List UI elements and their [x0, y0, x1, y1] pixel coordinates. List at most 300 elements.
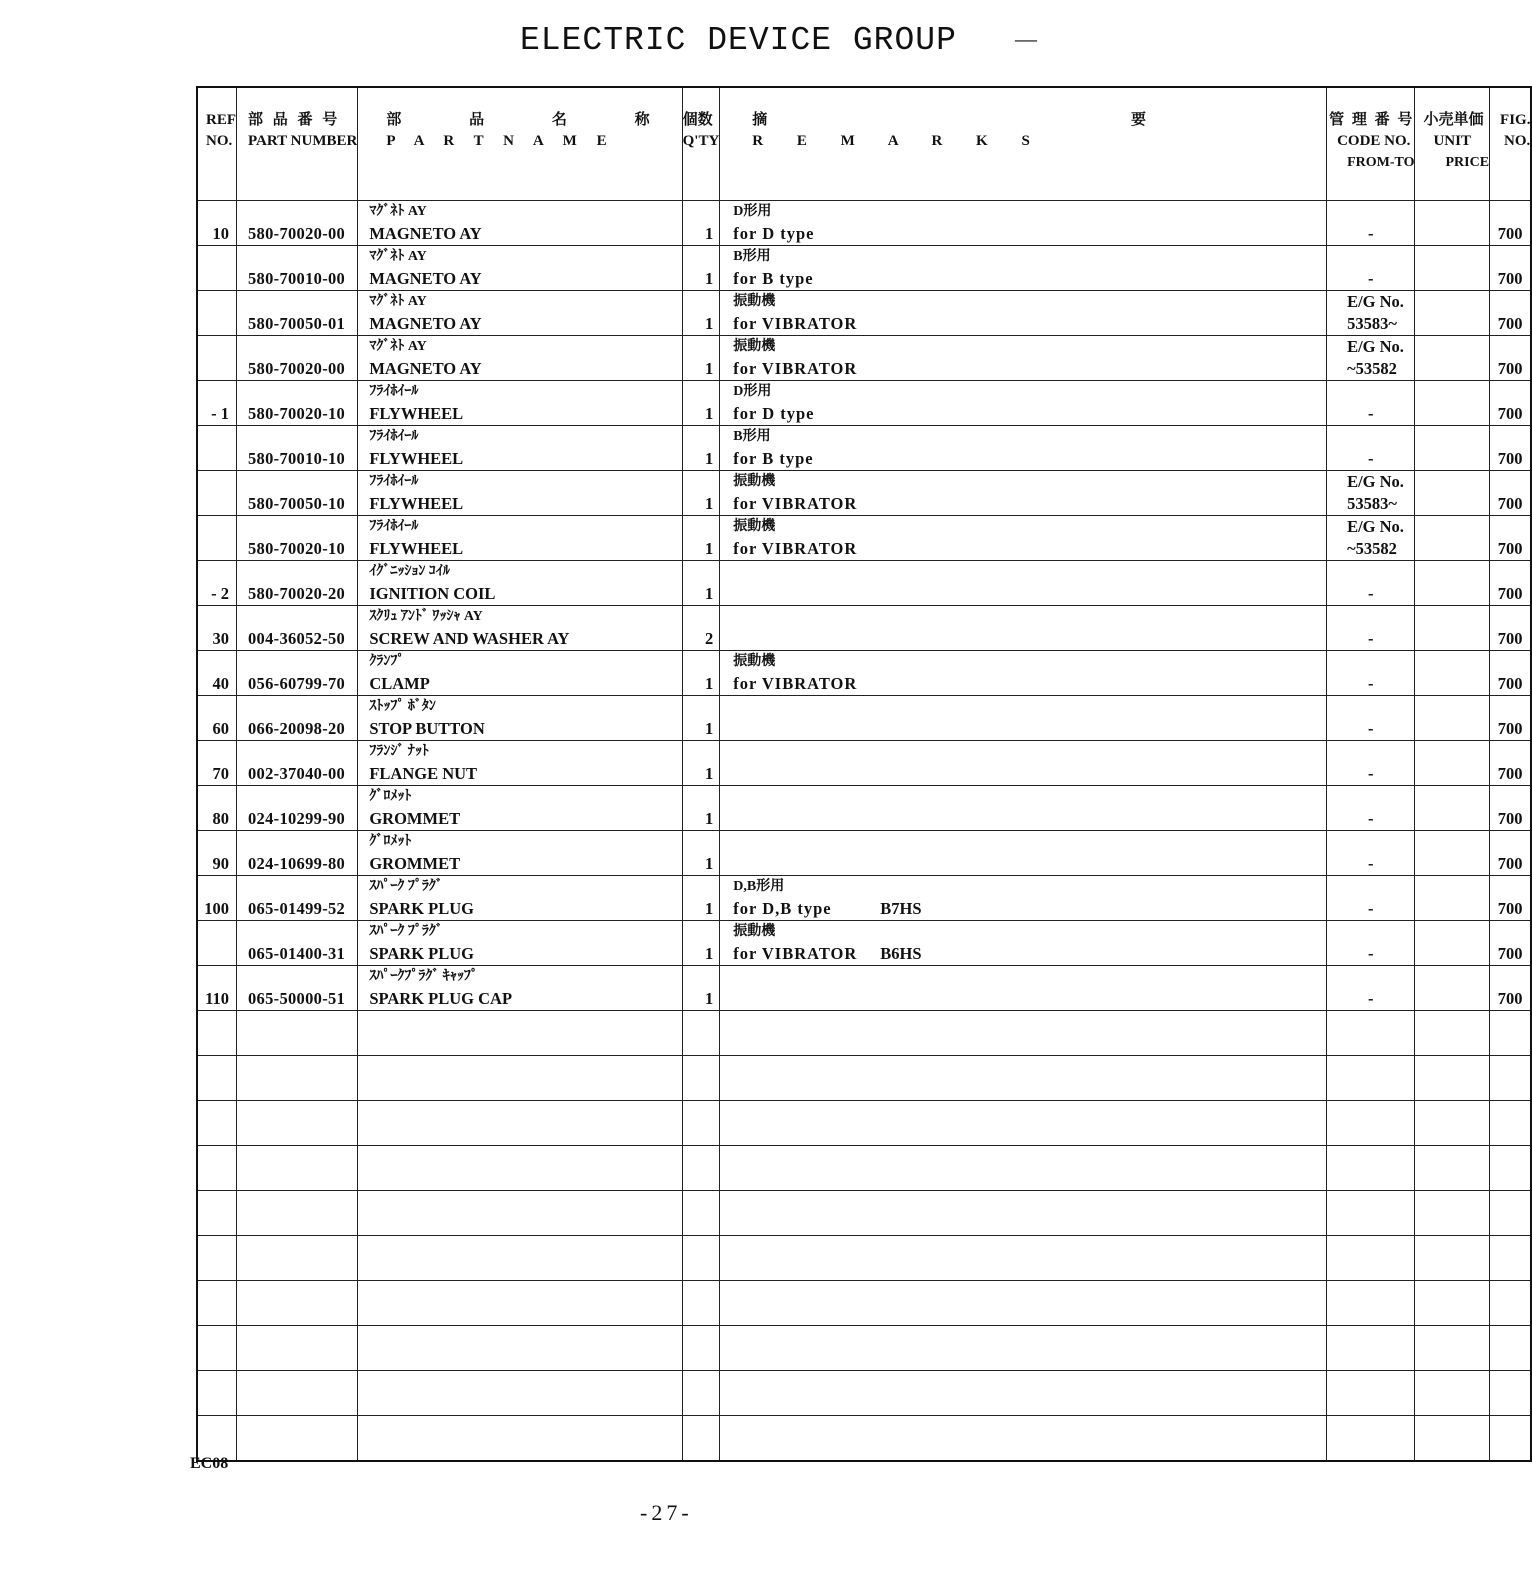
empty-cell	[720, 1416, 1327, 1462]
part-name: CLAMP	[369, 674, 430, 693]
empty-cell	[1327, 1326, 1415, 1371]
empty-cell	[1415, 1281, 1490, 1326]
empty-cell	[1327, 1281, 1415, 1326]
part-number: 580-70010-10	[248, 449, 346, 468]
remarks: for VIBRATOR	[733, 359, 858, 378]
qty-cell	[682, 606, 720, 651]
part-name: GROMMET	[369, 854, 461, 873]
code-no-range: -	[1368, 809, 1374, 828]
part-name: FLANGE NUT	[369, 764, 478, 783]
part-name-jp: ﾏｸﾞﾈﾄ AY	[369, 249, 427, 264]
empty-cell	[197, 1101, 237, 1146]
remarks-jp: 振動機	[733, 924, 776, 939]
empty-cell	[720, 1056, 1327, 1101]
part-number-cell	[237, 966, 358, 1011]
part-number: 580-70020-00	[248, 359, 346, 378]
qty: 1	[705, 719, 714, 738]
fig-no-cell	[1490, 516, 1532, 561]
fig-no: 700	[1497, 674, 1523, 693]
empty-cell	[237, 1011, 358, 1056]
ref-no-cell	[197, 651, 237, 696]
empty-row	[197, 1191, 1531, 1236]
empty-row	[197, 1281, 1531, 1326]
remarks-jp: D形用	[733, 384, 772, 399]
table-body	[197, 201, 1531, 1462]
empty-cell	[720, 1236, 1327, 1281]
remarks-cell	[720, 876, 1327, 921]
remarks-cell	[720, 606, 1327, 651]
part-name-cell	[358, 426, 682, 471]
qty: 1	[705, 224, 714, 243]
remarks-jp: B形用	[733, 429, 771, 444]
table-row	[197, 471, 1531, 516]
code-no-range: -	[1368, 224, 1374, 243]
empty-cell	[197, 1371, 237, 1416]
page-title: ELECTRIC DEVICE GROUP	[520, 22, 957, 59]
code-no-cell	[1327, 921, 1415, 966]
fig-no: 700	[1497, 584, 1523, 603]
empty-cell	[1415, 1191, 1490, 1236]
empty-cell	[1327, 1371, 1415, 1416]
code-no-range: ~53582	[1347, 359, 1397, 378]
code-no-cell	[1327, 381, 1415, 426]
empty-cell	[237, 1146, 358, 1191]
empty-cell	[1327, 1146, 1415, 1191]
part-name-jp: ｸﾞﾛﾒｯﾄ	[369, 834, 412, 849]
fig-no: 700	[1497, 989, 1523, 1008]
unit-price-cell	[1415, 336, 1490, 381]
empty-cell	[358, 1236, 682, 1281]
code-no-range: -	[1368, 449, 1374, 468]
page-number: -27-	[640, 1500, 693, 1525]
part-name-jp: ｸﾞﾛﾒｯﾄ	[369, 789, 412, 804]
code-no-cell	[1327, 696, 1415, 741]
empty-cell	[720, 1146, 1327, 1191]
part-name-jp: ｲｸﾞﾆｯｼｮﾝ ｺｲﾙ	[369, 564, 450, 579]
table-row	[197, 516, 1531, 561]
fig-no-cell	[1490, 651, 1532, 696]
remarks: for B type	[733, 449, 814, 468]
ref-no-cell	[197, 426, 237, 471]
part-name-cell	[358, 606, 682, 651]
empty-cell	[237, 1326, 358, 1371]
empty-cell	[197, 1146, 237, 1191]
part-name-jp: ﾌﾗｲﾎｲｰﾙ	[369, 429, 419, 444]
part-name: MAGNETO AY	[369, 269, 482, 288]
ref-no-cell	[197, 336, 237, 381]
remarks-cell	[720, 426, 1327, 471]
qty: 1	[705, 494, 714, 513]
part-number-cell	[237, 786, 358, 831]
table-row	[197, 246, 1531, 291]
fig-no: 700	[1497, 494, 1523, 513]
part-number: 580-70020-20	[248, 584, 346, 603]
part-name-cell	[358, 696, 682, 741]
fig-no-cell	[1490, 471, 1532, 516]
ref-no: 70	[212, 764, 229, 783]
remarks-cell	[720, 381, 1327, 426]
part-name-jp: ｽﾊﾟｰｸ ﾌﾟﾗｸﾞ	[369, 924, 443, 939]
code-no-range: -	[1368, 899, 1374, 918]
part-name: FLYWHEEL	[369, 494, 464, 513]
ref-no-cell	[197, 831, 237, 876]
empty-cell	[197, 1011, 237, 1056]
empty-cell	[720, 1191, 1327, 1236]
unit-price-cell	[1415, 966, 1490, 1011]
qty: 2	[705, 629, 714, 648]
empty-cell	[1415, 1371, 1490, 1416]
header-qty: 個数 Q'TY	[682, 87, 720, 201]
empty-cell	[197, 1191, 237, 1236]
remarks-cell	[720, 246, 1327, 291]
remarks-cell	[720, 831, 1327, 876]
table-row	[197, 381, 1531, 426]
qty: 1	[705, 674, 714, 693]
part-number-cell	[237, 471, 358, 516]
empty-cell	[720, 1101, 1327, 1146]
remarks-cell	[720, 291, 1327, 336]
unit-price-cell	[1415, 696, 1490, 741]
part-number: 024-10699-80	[248, 854, 346, 873]
ref-no: 100	[204, 899, 229, 918]
fig-no: 700	[1497, 944, 1523, 963]
ref-no: 110	[205, 989, 229, 1008]
ref-no: 10	[212, 224, 229, 243]
part-name-jp: ﾏｸﾞﾈﾄ AY	[369, 339, 427, 354]
remarks-cell	[720, 201, 1327, 246]
part-name-jp: ﾏｸﾞﾈﾄ AY	[369, 204, 427, 219]
part-number: 024-10299-90	[248, 809, 346, 828]
ref-no-cell	[197, 201, 237, 246]
qty: 1	[705, 269, 714, 288]
empty-cell	[720, 1011, 1327, 1056]
part-name-cell	[358, 291, 682, 336]
part-number: 065-01400-31	[248, 944, 346, 963]
empty-cell	[1490, 1146, 1532, 1191]
part-name: MAGNETO AY	[369, 359, 482, 378]
part-name-cell	[358, 741, 682, 786]
empty-row	[197, 1146, 1531, 1191]
empty-cell	[1490, 1101, 1532, 1146]
table-row	[197, 696, 1531, 741]
ref-no-cell	[197, 966, 237, 1011]
title-mark: —	[1015, 26, 1037, 51]
remarks-jp: 振動機	[733, 474, 776, 489]
part-name-cell	[358, 201, 682, 246]
code-no-range: -	[1368, 989, 1374, 1008]
ref-no-cell	[197, 381, 237, 426]
header-fig-no: FIG. NO.	[1490, 87, 1532, 201]
empty-cell	[237, 1281, 358, 1326]
empty-cell	[358, 1146, 682, 1191]
remarks-jp: D,B形用	[733, 879, 785, 894]
unit-price-cell	[1415, 786, 1490, 831]
qty-cell	[682, 246, 720, 291]
qty-cell	[682, 651, 720, 696]
part-name-cell	[358, 336, 682, 381]
remarks-cell	[720, 921, 1327, 966]
ref-no-cell	[197, 516, 237, 561]
empty-cell	[358, 1056, 682, 1101]
ref-no: - 1	[211, 404, 229, 423]
table-row	[197, 426, 1531, 471]
empty-cell	[1490, 1056, 1532, 1101]
fig-no-cell	[1490, 741, 1532, 786]
part-number: 056-60799-70	[248, 674, 346, 693]
empty-cell	[1415, 1146, 1490, 1191]
part-number: 580-70020-00	[248, 224, 346, 243]
part-name: SPARK PLUG CAP	[369, 989, 513, 1008]
empty-cell	[1415, 1101, 1490, 1146]
empty-row	[197, 1371, 1531, 1416]
empty-cell	[1415, 1056, 1490, 1101]
part-name-jp: ﾌﾗｲﾎｲｰﾙ	[369, 519, 419, 534]
qty-cell	[682, 696, 720, 741]
ref-no: 40	[212, 674, 229, 693]
fig-no-cell	[1490, 561, 1532, 606]
empty-cell	[358, 1416, 682, 1462]
remarks: for VIBRATOR	[733, 674, 858, 693]
header-code-no: 管 理 番 号 CODE NO. FROM-TO	[1327, 87, 1415, 201]
header-part-number: 部 品 番 号 PART NUMBER	[237, 87, 358, 201]
qty-cell	[682, 966, 720, 1011]
fig-no-cell	[1490, 831, 1532, 876]
unit-price-cell	[1415, 381, 1490, 426]
remarks-cell	[720, 966, 1327, 1011]
code-no-cell	[1327, 246, 1415, 291]
qty: 1	[705, 404, 714, 423]
part-number: 066-20098-20	[248, 719, 346, 738]
code-no-cell	[1327, 426, 1415, 471]
part-name: FLYWHEEL	[369, 449, 464, 468]
part-number: 065-01499-52	[248, 899, 346, 918]
remarks: for D type	[733, 404, 815, 423]
empty-cell	[1327, 1191, 1415, 1236]
empty-row	[197, 1236, 1531, 1281]
empty-cell	[237, 1236, 358, 1281]
ref-no-cell	[197, 921, 237, 966]
qty: 1	[705, 584, 714, 603]
part-name-jp: ｸﾗﾝﾌﾟ	[369, 654, 405, 669]
empty-cell	[1415, 1011, 1490, 1056]
table-row	[197, 921, 1531, 966]
part-name-cell	[358, 471, 682, 516]
remarks: for VIBRATOR	[733, 539, 858, 558]
table-row	[197, 606, 1531, 651]
remarks: for VIBRATOR	[733, 944, 858, 963]
remarks-jp: 振動機	[733, 339, 776, 354]
code-no-range: -	[1368, 854, 1374, 873]
part-name-jp: ｽｸﾘｭ ｱﾝﾄﾞ ﾜｯｼｬ AY	[369, 609, 483, 624]
remarks-code: B7HS	[880, 899, 922, 918]
part-name: FLYWHEEL	[369, 539, 464, 558]
code-no-range: -	[1368, 584, 1374, 603]
ref-no: 90	[212, 854, 229, 873]
part-name-cell	[358, 876, 682, 921]
code-no-range: -	[1368, 719, 1374, 738]
empty-cell	[682, 1191, 720, 1236]
fig-no: 700	[1497, 359, 1523, 378]
part-name: SPARK PLUG	[369, 899, 474, 918]
part-name-jp: ﾏｸﾞﾈﾄ AY	[369, 294, 427, 309]
empty-cell	[197, 1326, 237, 1371]
empty-cell	[237, 1056, 358, 1101]
ref-no: - 2	[211, 584, 229, 603]
empty-row	[197, 1416, 1531, 1462]
remarks-jp: 振動機	[733, 654, 776, 669]
qty: 1	[705, 314, 714, 333]
remarks: for D type	[733, 224, 815, 243]
unit-price-cell	[1415, 561, 1490, 606]
ref-no: 80	[212, 809, 229, 828]
unit-price-cell	[1415, 831, 1490, 876]
code-no-cell	[1327, 651, 1415, 696]
fig-no-cell	[1490, 381, 1532, 426]
part-name-jp: ﾌﾗｲﾎｲｰﾙ	[369, 384, 419, 399]
qty-cell	[682, 786, 720, 831]
fig-no: 700	[1497, 314, 1523, 333]
fig-no-cell	[1490, 921, 1532, 966]
table-row	[197, 876, 1531, 921]
part-number-cell	[237, 381, 358, 426]
empty-cell	[358, 1371, 682, 1416]
part-number-cell	[237, 201, 358, 246]
part-name-cell	[358, 561, 682, 606]
code-no-cell	[1327, 876, 1415, 921]
part-number-cell	[237, 651, 358, 696]
code-no-range: 53583~	[1347, 494, 1397, 513]
qty: 1	[705, 854, 714, 873]
empty-cell	[682, 1146, 720, 1191]
unit-price-cell	[1415, 471, 1490, 516]
fig-no: 700	[1497, 629, 1523, 648]
table-row	[197, 831, 1531, 876]
part-name: MAGNETO AY	[369, 314, 482, 333]
remarks-cell	[720, 651, 1327, 696]
part-number: 065-50000-51	[248, 989, 346, 1008]
empty-cell	[682, 1326, 720, 1371]
code-no-range: -	[1368, 764, 1374, 783]
remarks-code: B6HS	[880, 944, 922, 963]
part-name-cell	[358, 651, 682, 696]
qty-cell	[682, 876, 720, 921]
remarks-cell	[720, 471, 1327, 516]
fig-no-cell	[1490, 786, 1532, 831]
qty-cell	[682, 381, 720, 426]
part-name-jp: ｽﾄｯﾌﾟ ﾎﾞﾀﾝ	[369, 699, 436, 714]
empty-cell	[1327, 1011, 1415, 1056]
part-number: 580-70020-10	[248, 539, 346, 558]
part-number: 004-36052-50	[248, 629, 346, 648]
code-no-label: E/G No.	[1347, 472, 1404, 491]
fig-no-cell	[1490, 876, 1532, 921]
fig-no-cell	[1490, 696, 1532, 741]
empty-cell	[1490, 1191, 1532, 1236]
code-no-cell	[1327, 741, 1415, 786]
footer-code: EC08	[190, 1455, 229, 1472]
code-no-range: 53583~	[1347, 314, 1397, 333]
code-no-cell	[1327, 786, 1415, 831]
part-number-cell	[237, 741, 358, 786]
table-header-row	[197, 87, 1531, 201]
qty-cell	[682, 516, 720, 561]
fig-no-cell	[1490, 336, 1532, 381]
code-no-cell	[1327, 831, 1415, 876]
part-name: SPARK PLUG	[369, 944, 474, 963]
fig-no: 700	[1497, 764, 1523, 783]
part-name-jp: ｽﾊﾟｰｸ ﾌﾟﾗｸﾞ	[369, 879, 443, 894]
fig-no: 700	[1497, 539, 1523, 558]
remarks: for VIBRATOR	[733, 314, 858, 333]
remarks: for VIBRATOR	[733, 494, 858, 513]
empty-cell	[358, 1101, 682, 1146]
empty-cell	[720, 1281, 1327, 1326]
unit-price-cell	[1415, 516, 1490, 561]
fig-no-cell	[1490, 246, 1532, 291]
unit-price-cell	[1415, 246, 1490, 291]
part-number-cell	[237, 561, 358, 606]
empty-cell	[682, 1416, 720, 1462]
remarks-cell	[720, 741, 1327, 786]
qty: 1	[705, 989, 714, 1008]
part-number: 580-70050-10	[248, 494, 346, 513]
empty-cell	[197, 1236, 237, 1281]
part-name-cell	[358, 246, 682, 291]
code-no-range: ~53582	[1347, 539, 1397, 558]
ref-no-cell	[197, 696, 237, 741]
part-number: 580-70050-01	[248, 314, 346, 333]
code-no-cell	[1327, 291, 1415, 336]
code-no-range: -	[1368, 269, 1374, 288]
part-name-cell	[358, 786, 682, 831]
ref-no-cell	[197, 876, 237, 921]
empty-cell	[682, 1101, 720, 1146]
qty-cell	[682, 921, 720, 966]
ref-no-cell	[197, 786, 237, 831]
table-row	[197, 336, 1531, 381]
ref-no-cell	[197, 606, 237, 651]
table-row	[197, 966, 1531, 1011]
part-name-cell	[358, 381, 682, 426]
qty: 1	[705, 449, 714, 468]
part-name: GROMMET	[369, 809, 461, 828]
empty-cell	[682, 1011, 720, 1056]
remarks-cell	[720, 516, 1327, 561]
fig-no: 700	[1497, 404, 1523, 423]
qty-cell	[682, 831, 720, 876]
remarks-cell	[720, 561, 1327, 606]
part-number-cell	[237, 921, 358, 966]
part-name-cell	[358, 921, 682, 966]
empty-cell	[197, 1281, 237, 1326]
code-no-cell	[1327, 336, 1415, 381]
fig-no-cell	[1490, 201, 1532, 246]
empty-cell	[237, 1101, 358, 1146]
qty-cell	[682, 426, 720, 471]
code-no-cell	[1327, 201, 1415, 246]
empty-cell	[197, 1056, 237, 1101]
ref-no-cell	[197, 246, 237, 291]
unit-price-cell	[1415, 651, 1490, 696]
part-number-cell	[237, 246, 358, 291]
fig-no-cell	[1490, 966, 1532, 1011]
fig-no: 700	[1497, 809, 1523, 828]
fig-no-cell	[1490, 426, 1532, 471]
ref-no: 30	[212, 629, 229, 648]
part-name: FLYWHEEL	[369, 404, 464, 423]
part-number-cell	[237, 516, 358, 561]
qty-cell	[682, 201, 720, 246]
